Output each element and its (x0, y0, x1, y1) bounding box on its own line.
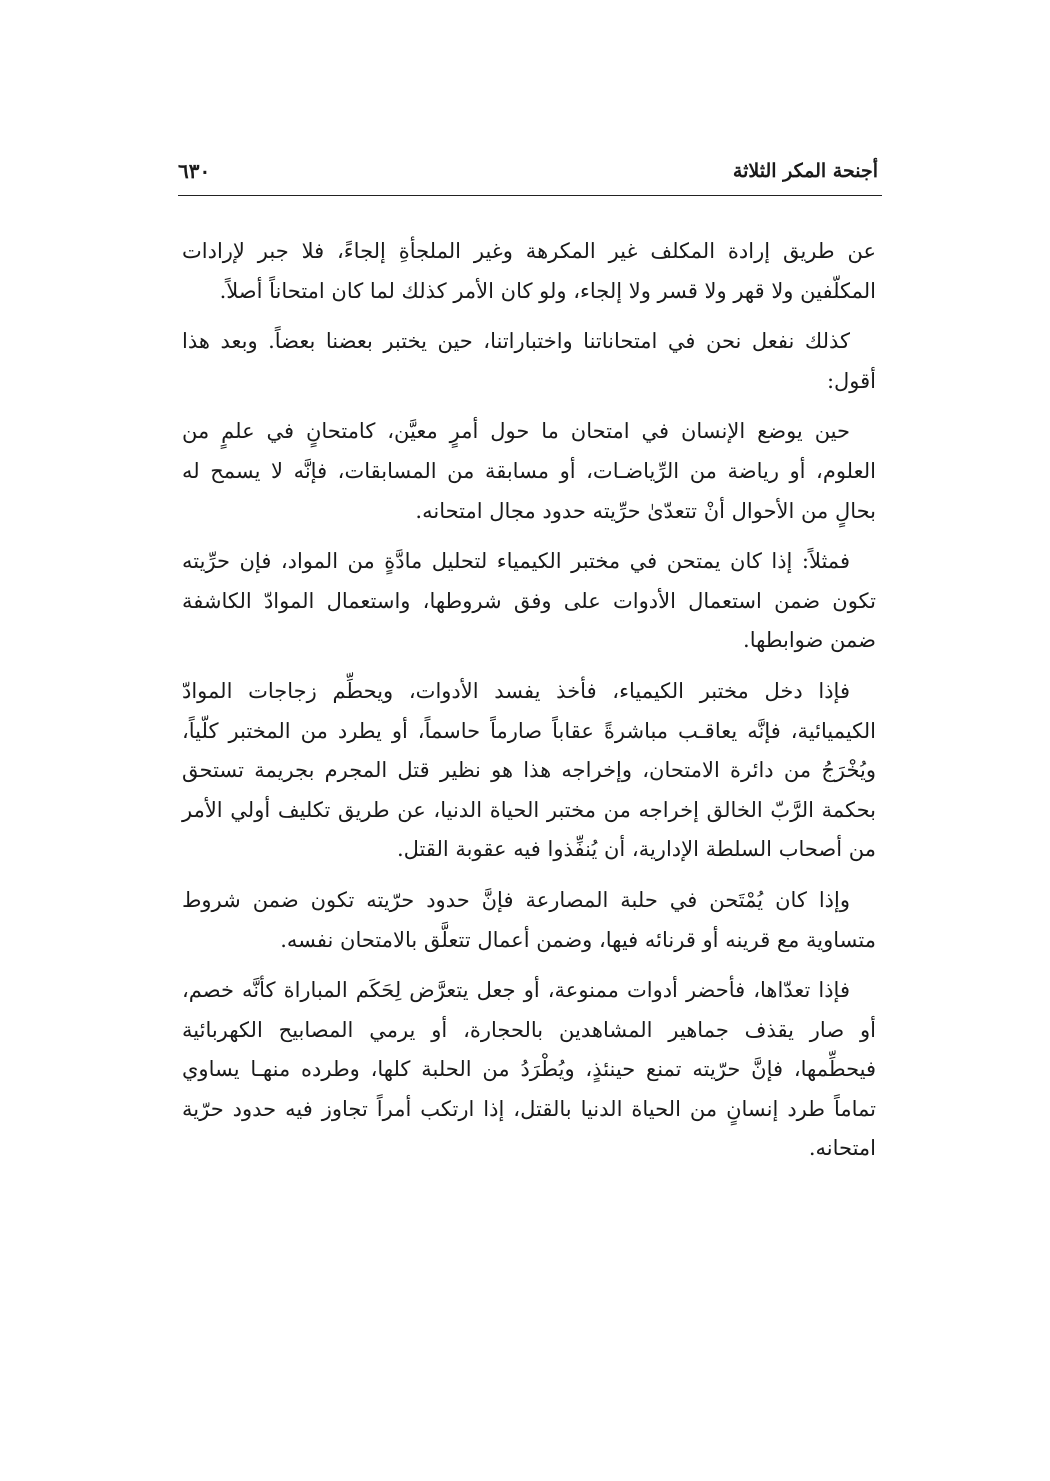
header-divider (178, 195, 882, 196)
book-title: أجنحة المكر الثلاثة (732, 160, 878, 182)
paragraph: كذلك نفعل نحن في امتحاناتنا واختباراتنا، حين يختبر بعضنا بعضاً. وبعد هذا أقول: (182, 329, 876, 393)
running-header (178, 150, 878, 192)
paragraph: فمثلاً: إذا كان يمتحن في مختبر الكيمياء لتحليل مادَّةٍ من المواد، فإن حرِّيته تكون ضمن استعمال الأدوات على وفق شروطها، واستعمال الموادّ الكاشفة ضمن ضوابطها. (182, 549, 876, 653)
paragraph: عن طريق إرادة المكلف غير المكرهة وغير الملجأةِ إلجاءً، فلا جبر لإرادات المكلّفين ولا قهر ولا قسر ولا إلجاء، ولو كان الأمر كذلك لما كان امتحاناً أصلاً. (182, 239, 876, 303)
page-number: ٦٣٠ (178, 159, 211, 183)
paragraph: وإذا كان يُمْتَحن في حلبة المصارعة فإنَّ حدود حرّيته تكون ضمن شروط متساوية مع قرينه أو قرنائه فيها، وضمن أعمال تتعلَّق بالامتحان نفسه. (182, 887, 876, 952)
paragraph: فإذا دخل مختبر الكيمياء، فأخذ يفسد الأدوات، ويحطِّم زجاجات الموادّ الكيميائية، فإنَّه يعاقـب مباشرةً عقاباً صارماً حاسماً، أو يطرد من المختبر كلّياً، ويُخْرَجُ من دائرة الامتحان، وإخراجه هذا هو نظير قتل المجرم بجريمة تستحق بحكمة الرَّبّ الخالق إخراجه من مختبر الحياة الدنيا، عن طريق تكليف أولي الأمر من أصحاب السلطة الإدارية، أن يُنفِّذوا فيه عقوبة القتل. (182, 678, 876, 862)
paragraph: حين يوضع الإنسان في امتحان ما حول أمرٍ معيَّن، كامتحانٍ في علمٍ من العلوم، أو رياضة من الرِّياضـات، أو مسابقة من المسابقات، فإنَّه لا يسمح له بحالٍ من الأحوال أنْ تتعدّىٰ حرِّيته حدود مجال امتحانه. (182, 419, 876, 523)
paragraph: فإذا تعدّاها، فأحضر أدوات ممنوعة، أو جعل يتعرَّض لِحَكَم المباراة كأنَّه خصم، أو صار يقذف جماهير المشاهدين بالحجارة، أو يرمي المصابيح الكهربائية فيحطِّمها، فإنَّ حرّيته تمنع حينئذٍ، ويُطْرَدُ من الحلبة كلها، وطرده منهـا يساوي تماماً طرد إنسانٍ من الحياة الدنيا بالقتل، إذا ارتكب أمراً تجاوز فيه حدود حرّية امتحانه. (182, 978, 876, 1161)
body-text (182, 232, 876, 1180)
